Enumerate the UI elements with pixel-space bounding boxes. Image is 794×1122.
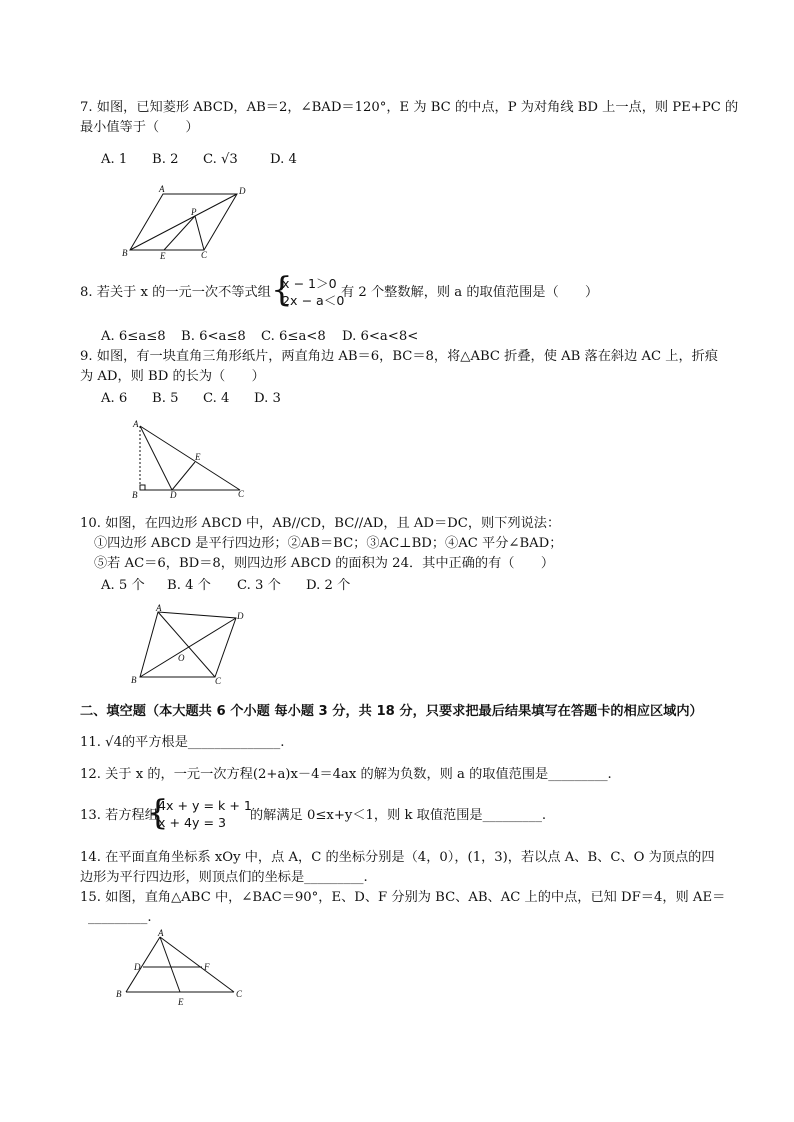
q7-label-c: C [201,250,208,260]
q8-inequality-1: x − 1＞0 [282,276,337,291]
q7-option-b: B. 2 [152,152,179,167]
q8-inequality-2: 2x − a＜0 [282,293,345,308]
q15-label-e: E [178,997,184,1007]
q10-option-d: D. 2 个 [306,578,351,593]
q7-rhombus-figure [120,185,250,260]
q9-option-c: C. 4 [203,391,230,406]
q9-label-b: B [132,490,138,500]
section-2-header: 二、填空题（本大题共 6 个小题 每小题 3 分，共 18 分，只要求把最后结果填写在答题卡的相应区域内） [80,704,703,719]
q8-brace: { [271,270,293,310]
q13-brace: { [147,793,169,833]
q9-label-e: E [195,452,201,462]
q13-equation-2: x + 4y = 3 [158,815,227,830]
q15-label-a: A [158,928,164,938]
q8-option-d: D. 6<a<8< [342,329,419,344]
q10-option-b: B. 4 个 [167,578,211,593]
q7-option-a: A. 1 [101,152,128,167]
q10-text-line1: 10. 如图，在四边形 ABCD 中，AB//CD，BC//AD，且 AD＝DC，则下列说法： [80,516,561,531]
q7-label-e: E [160,251,166,261]
q15-text-line1: 15. 如图，直角△ABC 中，∠BAC＝90°，E、D、F 分别为 BC、AB、AC 上的中点，已知 DF＝4，则 AE＝ [80,890,726,905]
q15-label-c: C [236,989,243,999]
q12-text: 12. 关于 x 的，一元一次方程(2+a)x－4＝4ax 的解为负数，则 a 的取值范围是_________. [80,767,612,782]
q10-label-a: A [156,603,162,613]
q10-label-o: O [178,653,185,663]
q8-suffix: 有 2 个整数解，则 a 的取值范围是（ ） [341,285,599,300]
q9-label-c: C [238,489,245,499]
q9-triangle-figure [128,418,253,500]
q7-text-line2: 最小值等于（ ） [80,120,199,135]
q8-option-b: B. 6<a≤8 [181,329,246,344]
q9-option-d: D. 3 [254,391,281,406]
q7-label-b: B [122,248,128,258]
q7-option-d: D. 4 [270,152,297,167]
q10-label-b: B [131,675,137,685]
q10-option-a: A. 5 个 [101,578,145,593]
q9-label-d: D [170,490,177,500]
q7-label-d: D [239,186,246,196]
q14-text-line2: 边形为平行四边形，则顶点们的坐标是_________. [80,870,368,885]
q11-text: 11. √4的平方根是______________. [80,735,285,750]
q9-text-line1: 9. 如图，有一块直角三角形纸片，两直角边 AB＝6，BC＝8，将△ABC 折叠，使 AB 落在斜边 AC 上，折痕 [80,349,719,364]
q9-option-b: B. 5 [152,391,179,406]
q15-label-b: B [116,989,122,999]
q7-text-line1: 7. 如图，已知菱形 ABCD，AB＝2，∠BAD＝120°，E 为 BC 的中点，P 为对角线 BD 上一点，则 PE+PC 的 [80,100,739,115]
q8-option-a: A. 6≤a≤8 [101,329,166,344]
q14-text-line1: 14. 在平面直角坐标系 xOy 中，点 A，C 的坐标分别是（4，0），(1，3)，若以点 A、B、C、O 为顶点的四 [80,850,715,865]
q10-label-c: C [215,676,222,686]
q15-label-d: D [134,962,141,972]
q13-suffix: 的解满足 0≤x+y＜1，则 k 取值范围是_________. [250,808,547,823]
q10-text-line2: ①四边形 ABCD 是平行四边形；②AB＝BC；③AC⊥BD；④AC 平分∠BAD； [94,536,563,551]
q7-option-c: C. √3 [203,152,238,167]
q9-text-line2: 为 AD，则 BD 的长为（ ） [80,369,265,384]
q15-label-f: F [204,962,210,972]
q15-text-line2: _________. [88,910,152,925]
q10-label-d: D [237,611,244,621]
q9-option-a: A. 6 [101,391,128,406]
q13-equation-1: 4x + y = k + 1 [158,798,252,813]
q15-triangle-figure [110,925,250,1010]
q10-parallelogram-figure [120,604,250,684]
q8-prefix: 8. 若关于 x 的一元一次不等式组 [80,285,271,300]
q7-label-a: A [159,184,165,194]
q9-label-a: A [133,419,139,429]
q10-option-c: C. 3 个 [237,578,281,593]
q7-label-p: P [191,207,197,217]
q13-prefix: 13. 若方程组 [80,808,158,823]
q8-option-c: C. 6≤a<8 [261,329,326,344]
q10-text-line3: ⑤若 AC＝6，BD＝8，则四边形 ABCD 的面积为 24．其中正确的有（ ） [94,556,555,571]
